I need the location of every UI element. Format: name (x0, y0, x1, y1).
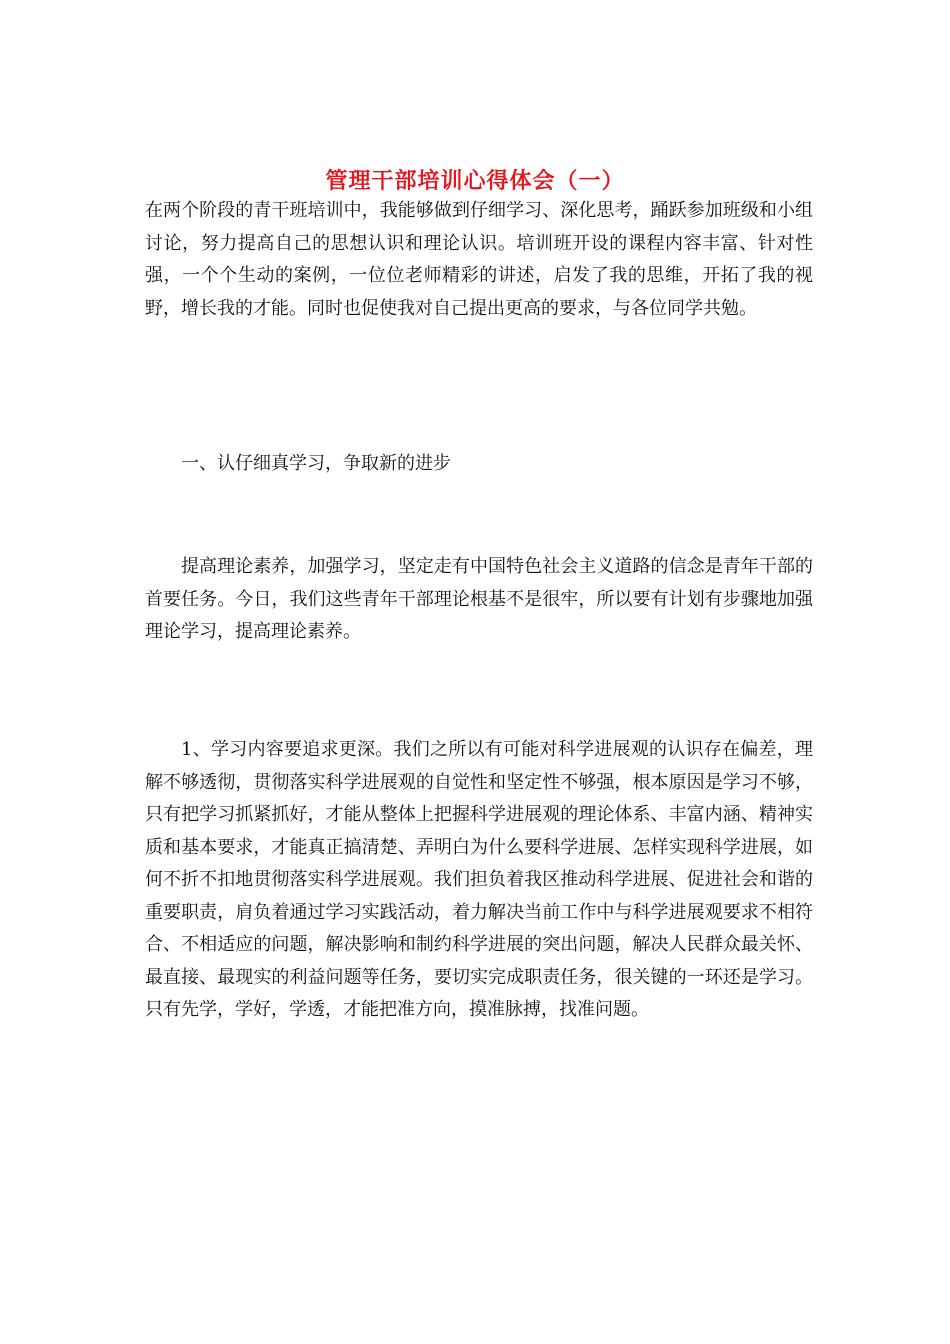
body-paragraph: 1、学习内容要追求更深。我们之所以有可能对科学进展观的认识存在偏差，理解不够透彻，贯彻落实科学进展观的自觉性和坚定性不够强，根本原因是学习不够，只有把学习抓紧抓好，才能从整体上把握科学进展观的理论体系、丰富内涵、精神实质和基本要求，才能真正搞清楚、弄明白为什么要科学进展、怎样实现科学进展，如何不折不扣地贯彻落实科学进展观。我们担负着我区推动科学进展、促进社会和谐的重要职责，肩负着通过学习实践活动，着力解决当前工作中与科学进展观要求不相符合、不相适应的问题，解决影响和制约科学进展的突出问题，解决人民群众最关怀、最直接、最现实的利益问题等任务，要切实完成职责任务，很关键的一环还是学习。只有先学，学好，学透，才能把准方向，摸准脉搏，找准问题。 (145, 739, 813, 1020)
document-title: 管理干部培训心得体会（一） (325, 167, 625, 194)
section-heading: 一、认仔细真学习，争取新的进步 (181, 453, 451, 474)
intro-paragraph: 在两个阶段的青干班培训中，我能够做到仔细学习、深化思考，踊跃参加班级和小组讨论，努力提高自己的思想认识和理论认识。培训班开设的课程内容丰富、针对性强，一个个生动的案例，一位位老师精彩的讲述，启发了我的思维，开拓了我的视野，增长我的才能。同时也促使我对自己提出更高的要求，与各位同学共勉。 (145, 200, 813, 319)
body-paragraph: 提高理论素养，加强学习，坚定走有中国特色社会主义道路的信念是青年干部的首要任务。今日，我们这些青年干部理论根基不是很牢，所以要有计划有步骤地加强理论学习，提高理论素养。 (145, 556, 813, 642)
